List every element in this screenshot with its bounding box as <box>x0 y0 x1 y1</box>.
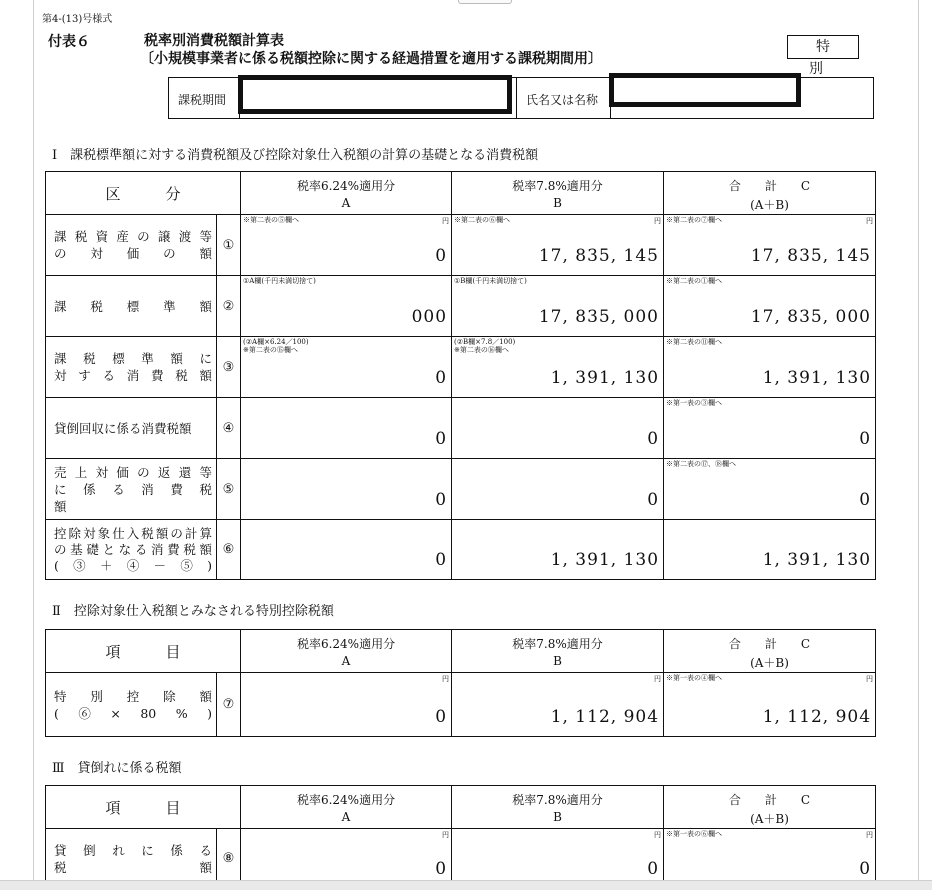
cell-b[interactable]: 円 0 <box>452 829 664 889</box>
cell-b[interactable]: 0 <box>452 459 664 520</box>
row-number: ⑧ <box>217 829 241 889</box>
cell-c[interactable]: ※第二表の⑰、⑱欄へ 0 <box>664 459 876 520</box>
page-edge-left <box>33 0 34 889</box>
col-c-line1: 合 計 C <box>728 179 811 193</box>
cell-a[interactable]: 円 0 <box>241 673 452 737</box>
period-label: 課税期間 <box>178 93 227 107</box>
col-header-b <box>452 172 664 215</box>
row-number: ④ <box>217 398 241 459</box>
row-label: 特 別 控 除 額 ( ⑥ × 80 % ) <box>46 673 217 737</box>
cell-b[interactable]: 1, 391, 130 <box>452 520 664 580</box>
cell-a[interactable]: 0 <box>241 398 452 459</box>
row-label: 貸倒回収に係る消費税額 <box>46 398 217 459</box>
cell-a[interactable]: 円 0 <box>241 829 452 889</box>
col-header-c: 合 計 C (A＋B) <box>664 786 876 829</box>
section2-heading: Ⅱ 控除対象仕入税額とみなされる特別控除税額 <box>52 604 334 619</box>
col-header-kubun: 区 分 <box>46 172 241 215</box>
cell-a[interactable]: ※第二表の⑤欄へ 円 0 <box>241 215 452 276</box>
row-label: 控除対象仕入税額の計算 の基礎となる消費税額 ( ③ ＋ ④ － ⑤ ) <box>46 520 217 580</box>
name-label: 氏名又は名称 <box>526 93 599 107</box>
row-label: 課税標準額に 対する消費税額 <box>46 337 217 398</box>
cell-c[interactable]: 1, 391, 130 <box>664 520 876 580</box>
col-a-line1: 税率6.24%適用分 <box>296 179 396 193</box>
form-id: 付表６ <box>48 34 90 50</box>
cell-c[interactable]: ※第二表の①欄へ 17, 835, 000 <box>664 276 876 337</box>
cell-b[interactable]: 0 <box>452 398 664 459</box>
header-divider <box>516 78 517 118</box>
col-header-item: 項 目 <box>46 630 241 673</box>
form-title: 税率別消費税額計算表 <box>144 33 284 49</box>
col-header-a: 税率6.24%適用分 A <box>241 786 452 829</box>
cell-b[interactable]: (②B欄×7.8／100) ※第二表の⑯欄へ 1, 391, 130 <box>452 337 664 398</box>
row-label: 売上対価の返還等 に 係 る 消 費 税 額 <box>46 459 217 520</box>
row-label: 課 税 標 準 額 <box>46 276 217 337</box>
row-label: 貸 倒 れ に 係 る 税 額 <box>46 829 217 889</box>
row-number: ① <box>217 215 241 276</box>
cell-a[interactable]: ①A欄(千円未満切捨て) 000 <box>241 276 452 337</box>
cell-c[interactable]: ※第二表の⑦欄へ 円 17, 835, 145 <box>664 215 876 276</box>
col-a-line2: A <box>341 196 351 210</box>
cell-b[interactable]: ※第二表の⑥欄へ 円 17, 835, 145 <box>452 215 664 276</box>
col-header-a: 税率6.24%適用分 A <box>241 630 452 673</box>
cell-c[interactable]: ※第二表の⑪欄へ 1, 391, 130 <box>664 337 876 398</box>
row-number: ② <box>217 276 241 337</box>
col-b-line2: B <box>553 196 562 210</box>
col-header-b: 税率7.8%適用分 B <box>452 630 664 673</box>
page-edge-right <box>918 0 919 889</box>
row-number: ⑦ <box>217 673 241 737</box>
special-badge: 特 別 <box>787 35 859 59</box>
col-header-item: 項 目 <box>46 786 241 829</box>
section1-heading: Ⅰ 課税標準額に対する消費税額及び控除対象仕入税額の計算の基礎となる消費税額 <box>52 148 539 163</box>
cell-b[interactable]: 円 1, 112, 904 <box>452 673 664 737</box>
table-row <box>46 673 876 737</box>
table-row <box>46 398 876 459</box>
col-header-c <box>664 172 876 215</box>
table-row <box>46 215 876 276</box>
cell-c[interactable]: ※第一表の⑥欄へ 円 0 <box>664 829 876 889</box>
table-row <box>46 459 876 520</box>
col-c-line2: (A＋B) <box>750 198 789 212</box>
section3-heading: Ⅲ 貸倒れに係る税額 <box>52 761 182 776</box>
form-subtitle: 〔小規模事業者に係る税額控除に関する経過措置を適用する課税期間用〕 <box>140 51 602 67</box>
redacted-period-field <box>238 75 512 114</box>
redacted-name-field <box>609 73 801 107</box>
cell-a[interactable]: (②A欄×6.24／100) ※第二表の⑮欄へ 0 <box>241 337 452 398</box>
section2-table <box>45 629 876 737</box>
col-b-line1: 税率7.8%適用分 <box>512 179 603 193</box>
cell-a[interactable]: 0 <box>241 520 452 580</box>
section3-table <box>45 785 876 889</box>
col-header-b: 税率7.8%適用分 B <box>452 786 664 829</box>
table-row <box>46 337 876 398</box>
col-header-c: 合 計 C (A＋B) <box>664 630 876 673</box>
row-number: ⑤ <box>217 459 241 520</box>
cell-c[interactable]: ※第一表の④欄へ 円 1, 112, 904 <box>664 673 876 737</box>
col-header-a <box>241 172 452 215</box>
cell-a[interactable]: 0 <box>241 459 452 520</box>
row-number: ⑥ <box>217 520 241 580</box>
cell-c[interactable]: ※第一表の③欄へ 0 <box>664 398 876 459</box>
cell-b[interactable]: ①B欄(千円未満切捨て) 17, 835, 000 <box>452 276 664 337</box>
form-number: 第4-(13)号様式 <box>42 14 113 25</box>
table-row <box>46 276 876 337</box>
row-label: 課税資産の譲渡等 の 対 価 の 額 <box>46 215 217 276</box>
row-number: ③ <box>217 337 241 398</box>
viewer-top-tab[interactable] <box>458 0 512 4</box>
section1-table <box>45 171 876 580</box>
table-row <box>46 520 876 580</box>
